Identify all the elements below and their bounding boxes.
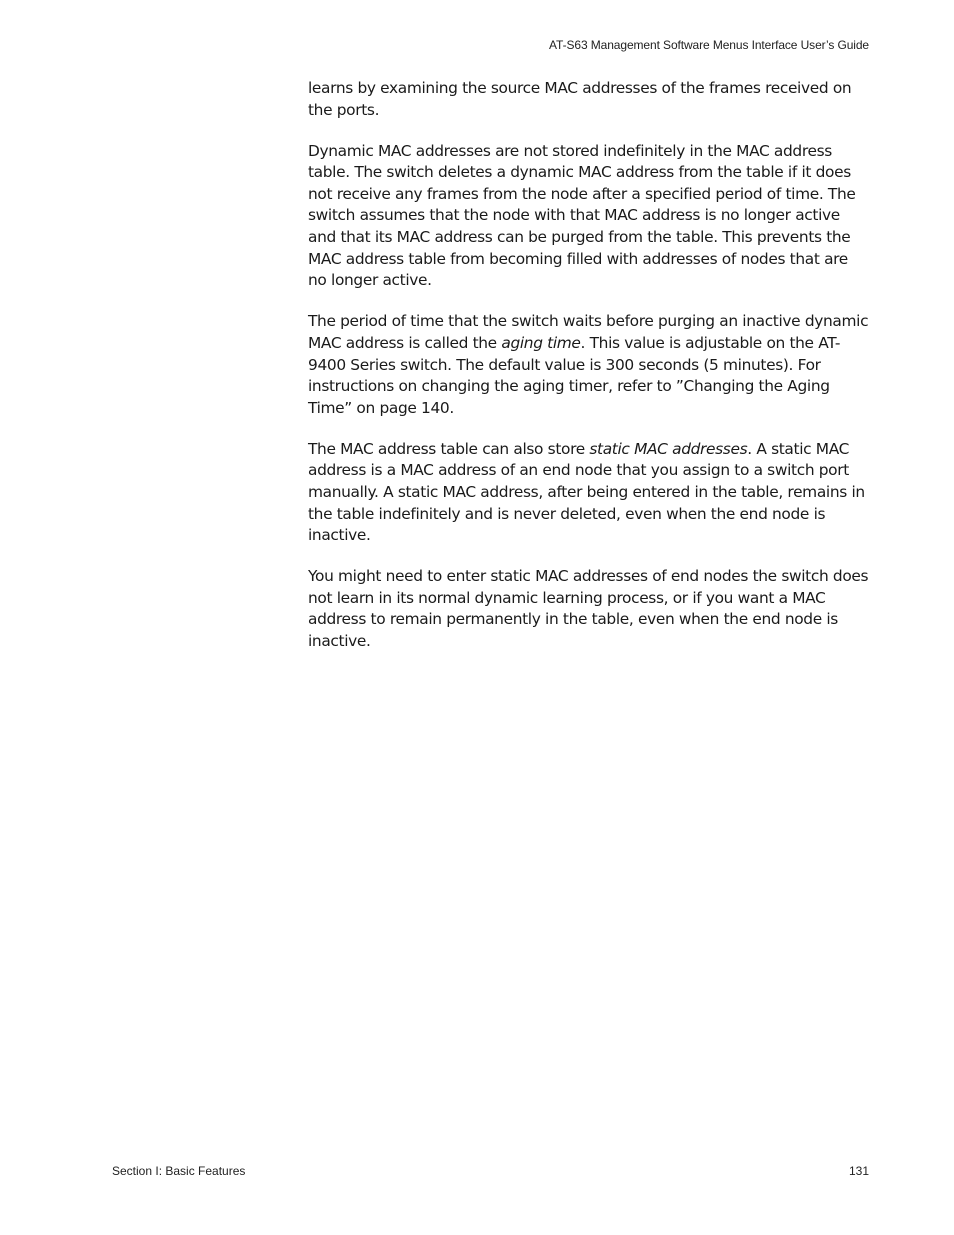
aging-text-end: . This value is adjustable on the AT-9400 Series switch. The default value is 300 seconds (5 minutes). For instructions on changing the aging timer, refer to ”Changing the Aging Time” on page 140. — [308, 333, 841, 417]
static-text-end: . A static MAC address is a MAC address of an end node that you assign to a switch port manually. A static MAC address, after being entered in the table, remains in the table indefinitely and is never deleted, even when the end node is inactive. — [308, 439, 865, 545]
aging-text-start: The period of time that the switch waits before purging an inactive dynamic MAC address is called the — [308, 312, 869, 352]
paragraph-learning: learns by examining the source MAC addresses of the frames received on the ports. — [308, 79, 852, 119]
running-header: AT-S63 Management Software Menus Interface User’s Guide — [549, 38, 869, 52]
running-footer — [112, 1164, 869, 1178]
static-mac-term: static MAC addresses — [589, 439, 748, 458]
paragraph-entering-static: You might need to enter static MAC addresses of end nodes the switch does not learn in its normal dynamic learning process, or if you want a MAC address to remain permanently in the table, even when the end node is inactive. — [308, 567, 869, 651]
aging-time-term: aging time — [501, 333, 581, 352]
paragraph-aging-time — [308, 311, 870, 419]
static-text-start: The MAC address table can also store — [308, 439, 590, 458]
footer-section: Section I: Basic Features — [112, 1164, 246, 1178]
paragraph-static-mac — [308, 439, 870, 547]
paragraph-dynamic-mac: Dynamic MAC addresses are not stored indefinitely in the MAC address table. The switch deletes a dynamic MAC address from the table if it does not receive any frames from the node after a specified period of time. The switch assumes that the node with that MAC address is no longer active and that its MAC address can be purged from the table. This prevents the MAC address table from becoming filled with addresses of nodes that are no longer active. — [308, 141, 856, 290]
page-number: 131 — [848, 1164, 869, 1178]
body-text — [308, 78, 870, 672]
